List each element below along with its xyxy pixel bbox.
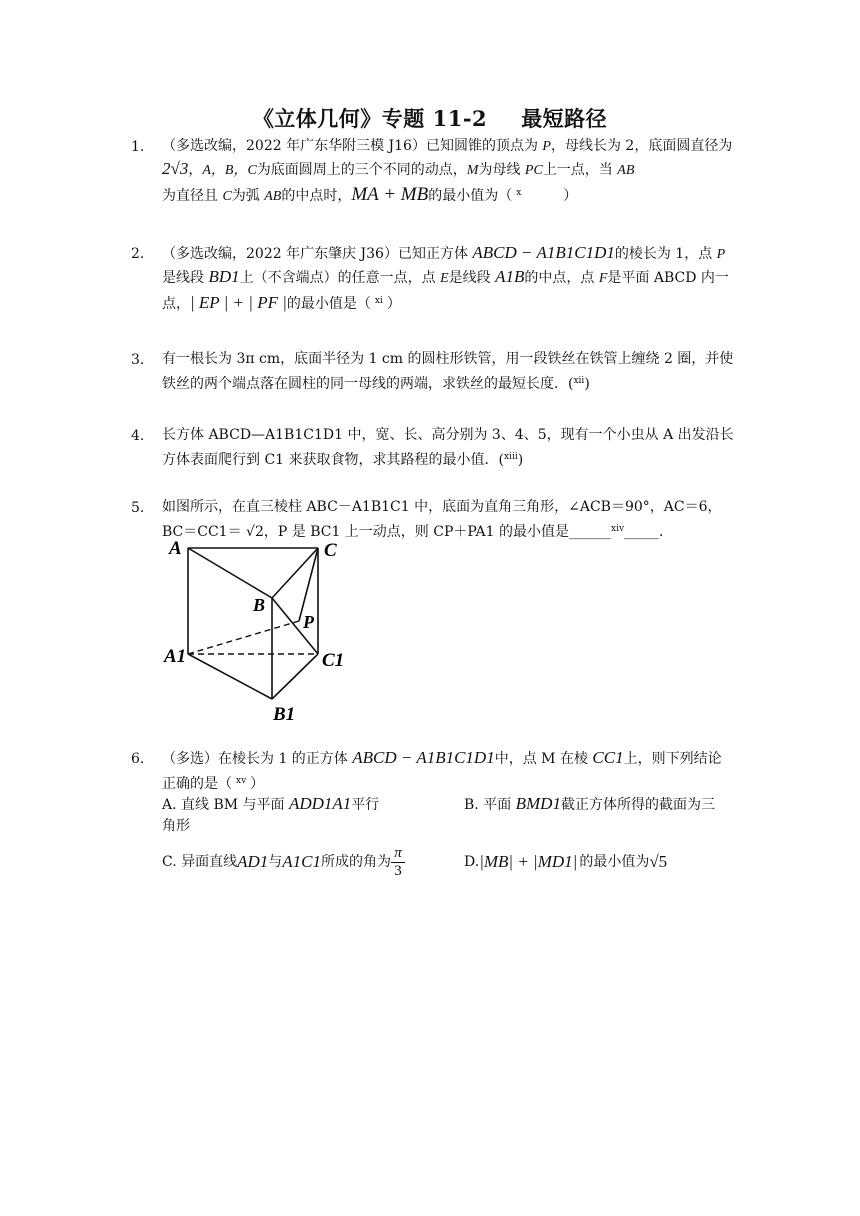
q5-endnote[interactable]: xiv: [611, 524, 625, 534]
pi-over-3: $\frac{\pi}{3}$: [391, 845, 405, 880]
label-C1: C1: [322, 650, 345, 671]
q6-options-row2: [162, 842, 734, 882]
q6-text: （多选）在棱长为 1 的正方体 ABCD − A1B1C1D1中，点 M 在棱 CC1上，则下列结论正确的是（ $^{xv}$ ）: [162, 748, 722, 792]
option-b[interactable]: B. 平面 BMD1截正方体所得的截面为三: [464, 794, 715, 813]
label-C: C: [324, 540, 337, 561]
q6-endnote[interactable]: xv: [236, 776, 247, 786]
q3-text: 有一根长为 3π cm，底面半径为 1 cm 的圆柱形铁管，用一段铁丝在铁管上缠绕 2 圈，并使铁丝的两个端点落在圆柱的同一母线的两端，求铁丝的最短长度．($^{xii}$): [162, 351, 734, 392]
q2-endnote[interactable]: xi: [374, 296, 383, 306]
option-d[interactable]: D. |MB| + |MD1| 的最小值为 √5: [464, 852, 668, 871]
label-P: P: [303, 612, 314, 632]
q4-number: 4.: [131, 428, 145, 444]
title-topic: 最短路径: [521, 106, 608, 131]
q2-number: 2.: [131, 246, 145, 262]
q6-option-b-wrap: 角形: [162, 818, 190, 834]
q1-endnote[interactable]: x: [516, 188, 522, 198]
q3-number: 3.: [131, 352, 145, 368]
q1-number: 1.: [131, 139, 145, 155]
label-B: B: [253, 595, 266, 615]
q4-text: 长方体 ABCD—A1B1C1D1 中，宽、长、高分别为 3、4、5，现有一个小虫从 A 出发沿长方体表面爬行到 C1 来获取食物，求其路程的最小值．($^{xiii}$): [162, 427, 734, 468]
q4-endnote[interactable]: xiii: [503, 452, 518, 462]
label-A: A: [169, 538, 182, 559]
page-title: [0, 103, 860, 133]
option-c[interactable]: C. 异面直线 AD1 与 A1C1 所成的角为 $\frac{\pi}{3}$: [162, 842, 405, 882]
prism-figure: [158, 534, 358, 726]
q2-text: （多选改编，2022 年广东肇庆 J36）已知正方体 ABCD − A1B1C1D1的棱长为 1，点 P 是线段 BD1上（不含端点）的任意一点，点 E是线段 A1B的中点，点 F是平面 ABCD 内一点，| EP | + | PF |的最小值是（ $^{xi}$ ）: [162, 243, 729, 312]
title-main: 《立体几何》专题 11-2: [252, 106, 488, 131]
q5-text: 如图所示，在直三棱柱 ABC－A1B1C1 中，底面为直角三角形，∠ACB＝90°，AC＝6，BC＝CC1＝ √2，P 是 BC1 上一动点，则 CP＋PA1 的最小值是______$^{xiv}$_____．: [162, 499, 722, 540]
q6-number: 6.: [131, 751, 145, 767]
q1-text: （多选改编，2022 年广东华附三模 J16）已知圆锥的顶点为 P，母线长为 2，底面圆直径为 2√3，A，B，C为底面圆周上的三个不同的动点，M为母线 PC上一点，当 AB 为直径且 C为弧 AB的中点时，MA + MB的最小值为（ $^x$ ）: [162, 138, 733, 205]
q5-number: 5.: [131, 500, 145, 516]
label-A1: A1: [164, 646, 187, 667]
label-B1: B1: [273, 704, 296, 725]
option-a[interactable]: A. 直线 BM 与平面 ADD1A1平行: [162, 794, 380, 813]
q3-endnote[interactable]: xii: [573, 376, 585, 386]
